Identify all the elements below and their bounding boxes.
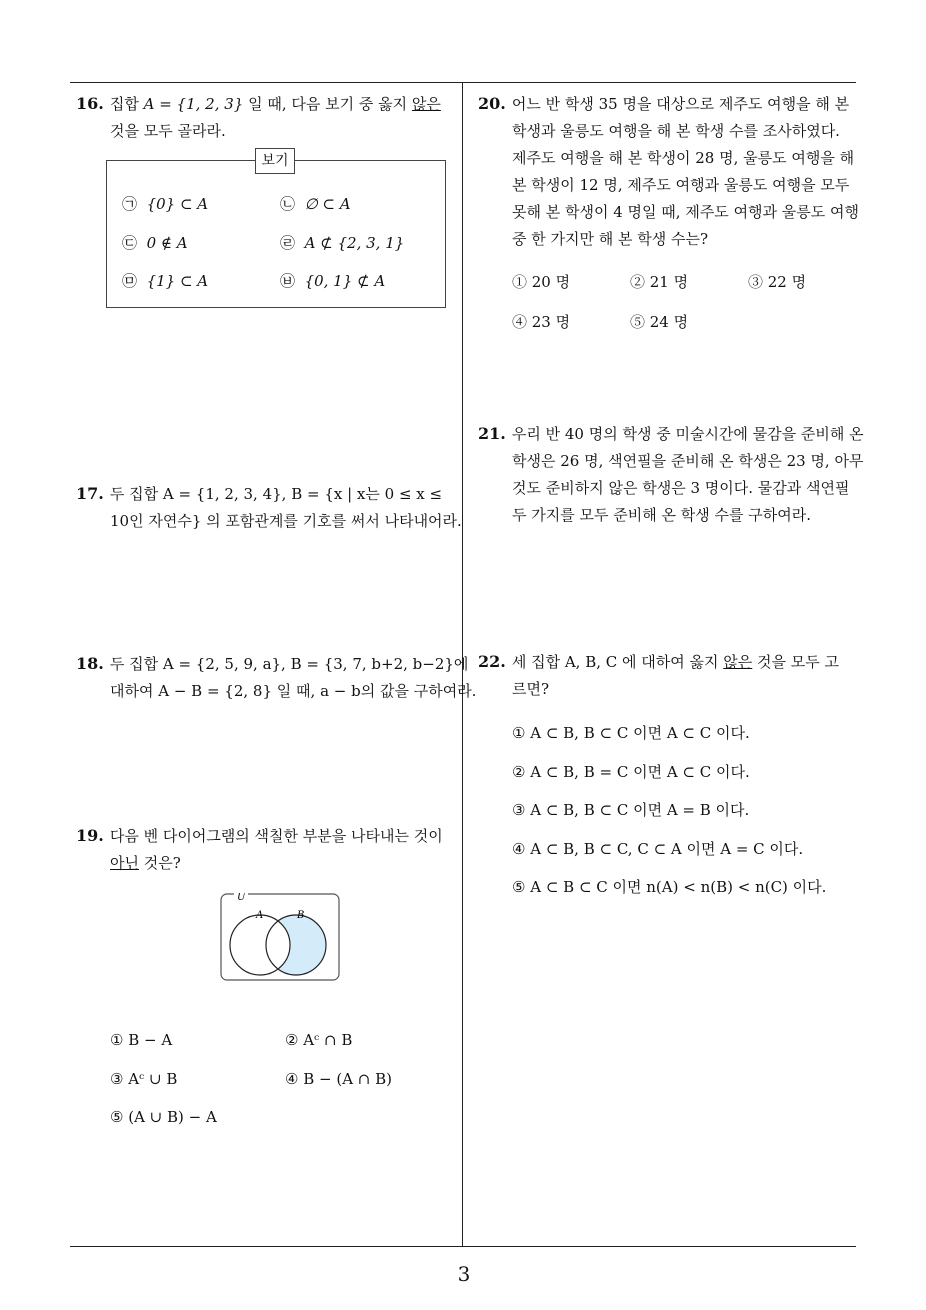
q19-option-5[interactable]: ⑤ (A ∪ B) − A [110, 1108, 217, 1126]
q20-line2: 학생과 울릉도 여행을 해 본 학생 수를 조사하였다. [512, 122, 840, 140]
q16-item-1: ㉠ {0} ⊂ A [122, 195, 209, 213]
q19-option-3[interactable]: ③ Aᶜ ∪ B [110, 1070, 178, 1088]
q22-option-3[interactable]: ③ A ⊂ B, B ⊂ C 이면 A = B 이다. [512, 801, 750, 819]
q17-text-line1: 두 집합 A = {1, 2, 3, 4}, B = {x | x는 0 ≤ x ≤ [109, 485, 443, 503]
q20-option-5[interactable]: ⑤ 24 명 [630, 313, 689, 331]
q22-option-1[interactable]: ① A ⊂ B, B ⊂ C 이면 A ⊂ C 이다. [512, 724, 750, 742]
q20-option-1[interactable]: ① 20 명 [512, 273, 571, 291]
q16-line1 [76, 90, 460, 118]
q21-line4: 두 가지를 모두 준비해 온 학생 수를 구하여라. [512, 506, 811, 524]
q19-option-2[interactable]: ② Aᶜ ∩ B [285, 1031, 353, 1049]
q16-underlined-word: 않은 [411, 95, 441, 113]
q19-number: 19. [76, 826, 104, 845]
q22-option-2[interactable]: ② A ⊂ B, B = C 이면 A ⊂ C 이다. [512, 763, 750, 781]
q20-line5: 못해 본 학생이 4 명일 때, 제주도 여행과 울릉도 여행 [512, 203, 860, 221]
q20-option-4[interactable]: ④ 23 명 [512, 313, 571, 331]
q20-line4: 본 학생이 12 명, 제주도 여행과 울릉도 여행을 모두 [512, 176, 850, 194]
q18-line1 [76, 650, 469, 678]
question-17 [76, 480, 460, 535]
q22-option-5[interactable]: ⑤ A ⊂ B ⊂ C 이면 n(A) < n(B) < n(C) 이다. [512, 878, 827, 896]
q20-line6: 중 한 가지만 해 본 학생 수는? [512, 230, 709, 248]
q20-number: 20. [478, 94, 506, 113]
q20-option-3[interactable]: ③ 22 명 [748, 273, 807, 291]
q21-line2: 학생은 26 명, 색연필을 준비해 온 학생은 23 명, 아무 [512, 452, 864, 470]
venn-universe-label: U [237, 893, 246, 903]
q22-line1: 22. 세 집합 A, B, C 에 대하여 옳지 않은 것을 모두 고 [478, 652, 840, 671]
q21-number: 21. [478, 424, 506, 443]
q22-underlined-word: 않은 [723, 653, 753, 671]
q19-line2: 아닌 것은? [110, 854, 181, 872]
q16-set-def: A = {1, 2, 3} [143, 95, 244, 113]
q16-item-4: ㉣ A ⊄ {2, 3, 1} [280, 234, 405, 252]
question-21 [478, 420, 864, 529]
question-22 [478, 648, 860, 703]
q16-text-mid: 일 때, 다음 보기 중 옳지 [243, 95, 412, 113]
q16-item-6: ㉥ {0, 1} ⊄ A [280, 272, 386, 290]
q19-underlined-word: 아닌 [110, 854, 139, 872]
q16-line2: 것을 모두 골라라. [110, 122, 226, 140]
q22-line2: 르면? [512, 680, 550, 698]
question-16 [76, 90, 460, 145]
q20-option-2[interactable]: ② 21 명 [630, 273, 689, 291]
q20-line1: 20. 어느 반 학생 35 명을 대상으로 제주도 여행을 해 본 [478, 94, 850, 113]
q19-line1 [76, 822, 460, 850]
question-18 [76, 650, 477, 705]
q16-text-pre: 집합 [109, 95, 144, 113]
q16-item-3: ㉢ 0 ∉ A [122, 234, 188, 252]
q18-number: 18. [76, 654, 104, 673]
q19-option-1[interactable]: ① B − A [110, 1031, 173, 1049]
bottom-rule [70, 1246, 856, 1247]
q19-option-4[interactable]: ④ B − (A ∩ B) [285, 1070, 393, 1088]
question-19 [76, 822, 460, 877]
q17-line2: 10인 자연수} 의 포함관계를 기호를 써서 나타내어라. [110, 512, 462, 530]
q16-number: 16. [76, 94, 104, 113]
page-number: 3 [457, 1262, 471, 1286]
question-20 [478, 90, 860, 253]
q18-text-line1: 두 집합 A = {2, 5, 9, a}, B = {3, 7, b+2, b−2}에 [109, 655, 469, 673]
venn-set-b-label: B [297, 910, 305, 921]
venn-diagram [220, 893, 342, 983]
venn-set-a-label: A [256, 910, 264, 921]
top-rule [70, 82, 856, 83]
q16-item-5: ㉤ {1} ⊂ A [122, 272, 209, 290]
q16-item-2: ㉡ ∅ ⊂ A [280, 195, 351, 213]
q17-line1 [76, 480, 460, 508]
q21-line3: 것도 준비하지 않은 학생은 3 명이다. 물감과 색연필 [512, 479, 850, 497]
q16-example-box-title: 보기 [255, 148, 295, 174]
q17-number: 17. [76, 484, 104, 503]
q22-option-4[interactable]: ④ A ⊂ B, B ⊂ C, C ⊂ A 이면 A = C 이다. [512, 840, 804, 858]
q20-line3: 제주도 여행을 해 본 학생이 28 명, 울릉도 여행을 해 [512, 149, 855, 167]
q22-number: 22. [478, 652, 506, 671]
q18-line2: 대하여 A − B = {2, 8} 일 때, a − b의 값을 구하여라. [110, 682, 477, 700]
q19-text-line1: 다음 벤 다이어그램의 색칠한 부분을 나타내는 것이 [109, 827, 443, 845]
q21-line1: 21. 우리 반 40 명의 학생 중 미술시간에 물감을 준비해 온 [478, 424, 864, 443]
